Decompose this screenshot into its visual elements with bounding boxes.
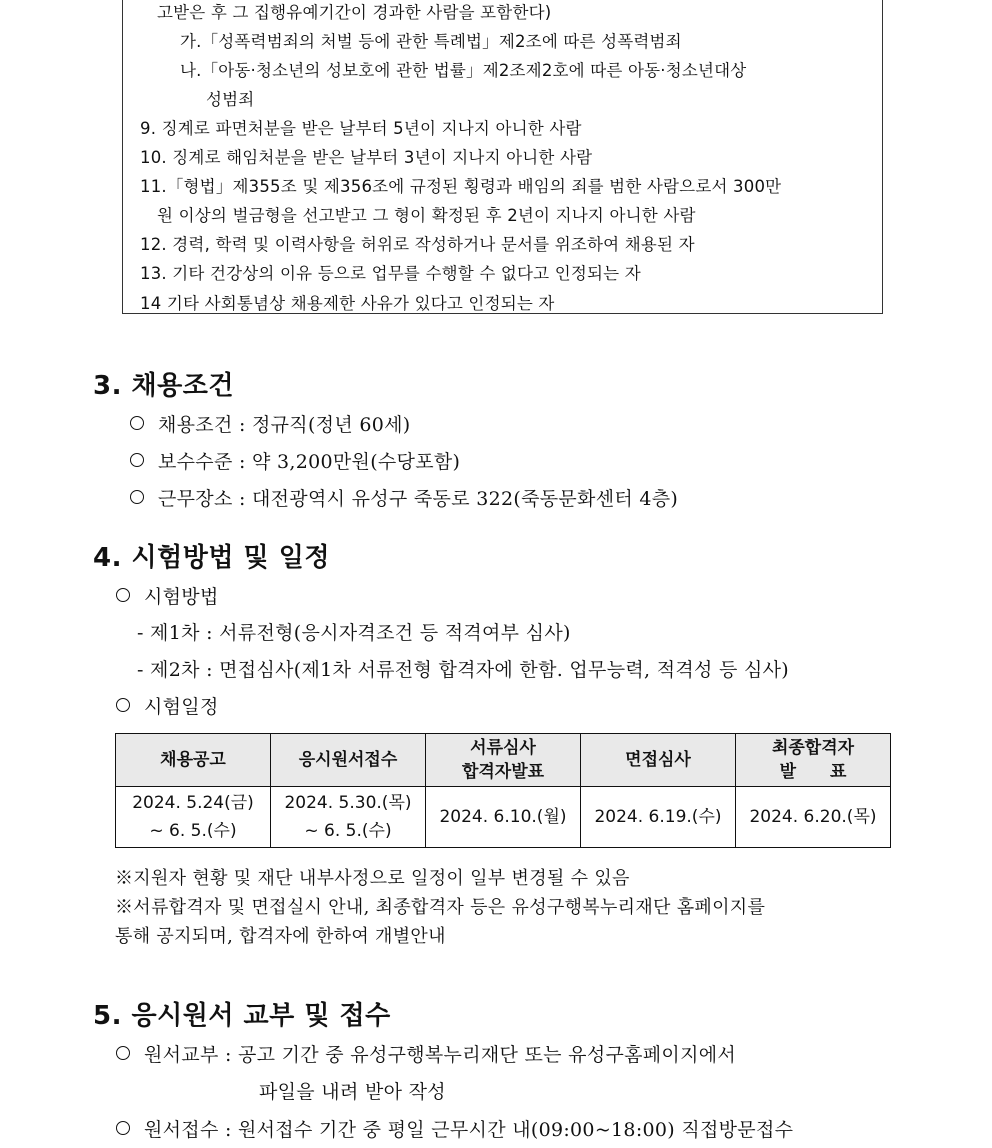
schedule-note: ※지원자 현황 및 재단 내부사정으로 일정이 일부 변경될 수 있음 [115, 868, 630, 889]
interview-date: 2024. 6.19.(수) [581, 787, 736, 848]
header-application: 응시원서접수 [271, 734, 426, 787]
disqualification-line: 나.「아동·청소년의 성보호에 관한 법률」제2조제2호에 따른 아동·청소년대상 [180, 61, 747, 80]
section-4-heading: 4. 시험방법 및 일정 [93, 543, 330, 573]
disqualification-line: 가.「성폭력범죄의 처벌 등에 관한 특례법」제2조에 따른 성폭력범죄 [180, 32, 682, 51]
form-distribution-continued: 파일을 내려 받아 작성 [259, 1081, 446, 1103]
circle-bullet-icon [130, 453, 144, 467]
disqualification-line: 13. 기타 건강상의 이유 등으로 업무를 수행할 수 없다고 인정되는 자 [140, 264, 641, 283]
exam-schedule-label: 시험일정 [116, 692, 219, 719]
disqualification-line: 10. 징계로 해임처분을 받은 날부터 3년이 지나지 아니한 사람 [140, 148, 593, 167]
form-distribution-item: 원서교부 : 공고 기간 중 유성구행복누리재단 또는 유성구홈페이지에서 [116, 1040, 736, 1067]
workplace-item: 근무장소 : 대전광역시 유성구 죽동로 322(죽동문화센터 4층) [130, 484, 678, 511]
circle-bullet-icon [130, 490, 144, 504]
schedule-header-row [116, 734, 891, 787]
employment-type-item: 채용조건 : 정규직(정년 60세) [130, 410, 410, 437]
exam-stage-2: - 제2차 : 면접심사(제1차 서류전형 합격자에 한함. 업무능력, 적격성 등 심사) [137, 659, 790, 681]
schedule-note: 통해 공지되며, 합격자에 한하여 개별안내 [115, 926, 446, 947]
announcement-period: 2024. 5.24(금) ~ 6. 5.(수) [116, 787, 271, 848]
schedule-table [115, 733, 891, 848]
disqualification-line: 12. 경력, 학력 및 이력사항을 허위로 작성하거나 문서를 위조하여 채용된 자 [140, 235, 695, 254]
disqualification-line: 원 이상의 벌금형을 선고받고 그 형이 확정된 후 2년이 지나지 아니한 사람 [157, 206, 696, 225]
disqualification-line: 성범죄 [206, 90, 255, 109]
header-final-result: 최종합격자 발 표 [736, 734, 891, 787]
header-announcement: 채용공고 [116, 734, 271, 787]
header-document-result: 서류심사 합격자발표 [426, 734, 581, 787]
final-result-date: 2024. 6.20.(목) [736, 787, 891, 848]
form-submission-item: 원서접수 : 원서접수 기간 중 평일 근무시간 내(09:00~18:00) 직접방문접수 [116, 1115, 793, 1142]
application-period: 2024. 5.30.(목) ~ 6. 5.(수) [271, 787, 426, 848]
exam-stage-1: - 제1차 : 서류전형(응시자격조건 등 적격여부 심사) [137, 622, 571, 644]
circle-bullet-icon [116, 1121, 130, 1135]
disqualification-line: 11.「형법」제355조 및 제356조에 규정된 횡령과 배임의 죄를 범한 사람으로서 300만 [140, 177, 782, 196]
circle-bullet-icon [116, 1046, 130, 1060]
section-5-heading: 5. 응시원서 교부 및 접수 [93, 1001, 391, 1031]
circle-bullet-icon [130, 416, 144, 430]
disqualification-line: 고받은 후 그 집행유예기간이 경과한 사람을 포함한다) [157, 3, 552, 22]
section-3-heading: 3. 채용조건 [93, 371, 234, 401]
salary-item: 보수수준 : 약 3,200만원(수당포함) [130, 447, 460, 474]
document-result-date: 2024. 6.10.(월) [426, 787, 581, 848]
disqualification-line: 9. 징계로 파면처분을 받은 날부터 5년이 지나지 아니한 사람 [140, 119, 582, 138]
header-interview: 면접심사 [581, 734, 736, 787]
exam-method-label: 시험방법 [116, 582, 219, 609]
circle-bullet-icon [116, 698, 130, 712]
circle-bullet-icon [116, 588, 130, 602]
schedule-data-row [116, 787, 891, 848]
schedule-note: ※서류합격자 및 면접실시 안내, 최종합격자 등은 유성구행복누리재단 홈페이지를 [115, 897, 766, 918]
disqualification-line: 14 기타 사회통념상 채용제한 사유가 있다고 인정되는 자 [140, 294, 555, 313]
